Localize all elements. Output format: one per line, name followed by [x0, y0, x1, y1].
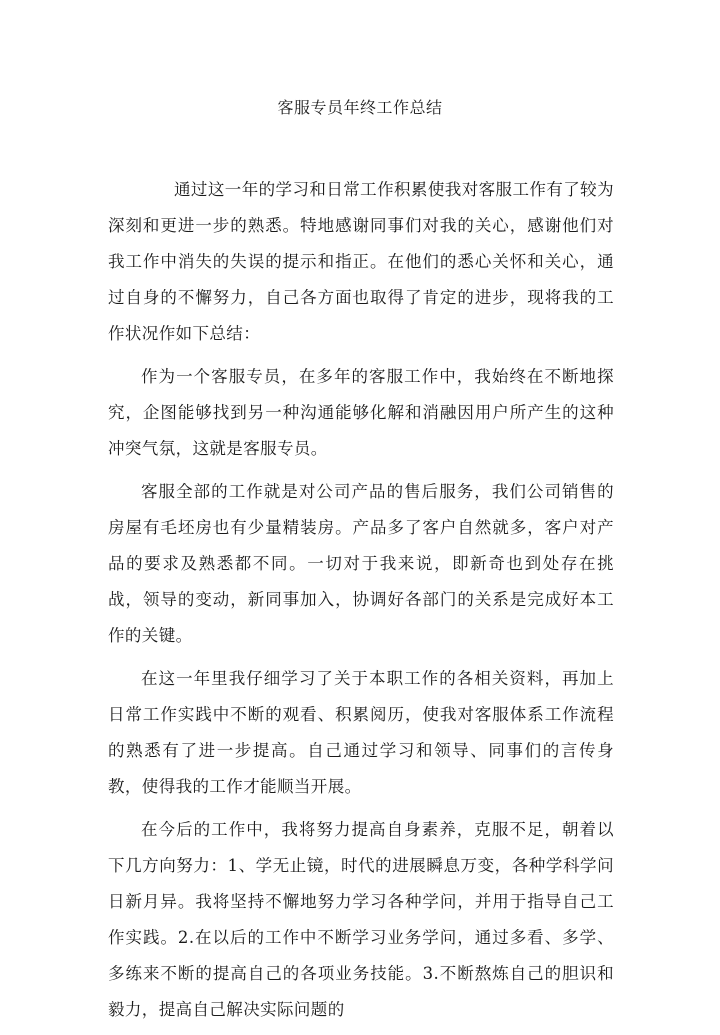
- paragraph-intro: 通过这一年的学习和日常工作积累使我对客服工作有了较为深刻和更进一步的熟悉。特地感谢同事们对我的关心，感谢他们对我工作中消失的失误的提示和指正。在他们的悉心关怀和关心，通过自身的不懈努力，自己各方面也取得了肯定的进步，现将我的工作状况作如下总结：: [108, 180, 614, 343]
- document-title: 客服专员年终工作总结: [277, 98, 443, 117]
- paragraph-role: 作为一个客服专员，在多年的客服工作中，我始终在不断地探究，企图能够找到另一种沟通能够化解和消融因用户所产生的这种冲突气氛，这就是客服专员。: [108, 367, 614, 458]
- paragraph-duties: 客服全部的工作就是对公司产品的售后服务，我们公司销售的房屋有毛坯房也有少量精装房。产品多了客户自然就多，客户对产品的要求及熟悉都不同。一切对于我来说，即新奇也到处存在挑战，领导的变动，新同事加入，协调好各部门的关系是完成好本工作的关键。: [108, 482, 614, 645]
- document-body: [108, 172, 614, 1035]
- paragraph-future-plans: 在今后的工作中，我将努力提高自身素养，克服不足，朝着以下几方向努力：1、学无止镜，时代的进展瞬息万变，各种学科学问日新月异。我将坚持不懈地努力学习各种学问，并用于指导自己工作实践。2.在以后的工作中不断学习业务学问，通过多看、多学、多练来不断的提高自己的各项业务技能。3.不断熬炼自己的胆识和毅力，提高自己解决实际问题的: [108, 820, 614, 1019]
- paragraph-learning: 在这一年里我仔细学习了关于本职工作的各相关资料，再加上日常工作实践中不断的观看、积累阅历，使我对客服体系工作流程的熟悉有了进一步提高。自己通过学习和领导、同事们的言传身教，使得我的工作才能顺当开展。: [108, 669, 614, 796]
